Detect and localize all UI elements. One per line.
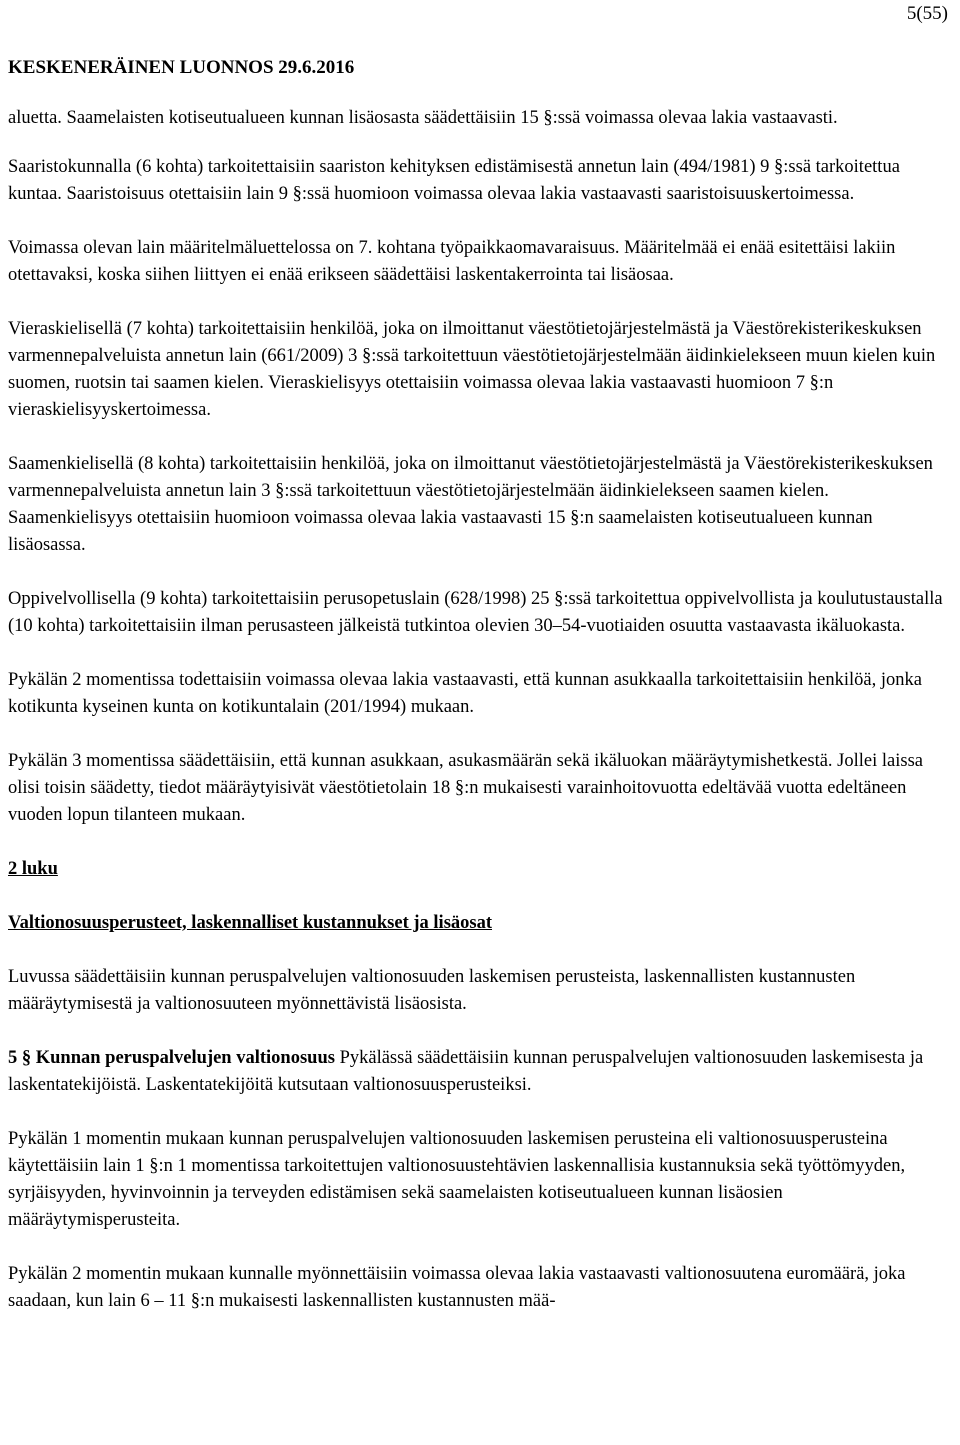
paragraph-moment-2: Pykälän 2 momentissa todettaisiin voimassa olevaa lakia vastaavasti, että kunnan asukkaalla tarkoitettaisiin henkilöä, jonka kotikunta kyseinen kunta on kotikuntalain (201/1994) mukaan.	[8, 670, 922, 717]
section-5-text: Pykälässä säädettäisiin kunnan peruspalvelujen valtionosuuden laskemisesta ja laskentatekijöistä. Laskentatekijöitä kutsutaan valtionosuusperusteiksi.	[8, 1048, 924, 1095]
draft-header: KESKENERÄINEN LUONNOS 29.6.2016	[8, 57, 355, 78]
chapter-title: Valtionosuusperusteet, laskennalliset kustannukset ja lisäosat	[8, 913, 493, 933]
page-number: 5(55)	[906, 3, 948, 24]
section-5-heading: 5 § Kunnan peruspalvelujen valtionosuus	[8, 1048, 335, 1068]
paragraph-oppivelvollinen: Oppivelvollisella (9 kohta) tarkoitettaisiin perusopetuslain (628/1998) 25 §:ssä tarkoitettua oppivelvollista ja koulutustaustalla (10 kohta) tarkoitettaisiin ilman perusasteen jälkeistä tutkintoa olevien 30–54-vuotiaiden osuutta vastaavasta ikäluokasta.	[8, 589, 943, 636]
chapter-intro: Luvussa säädettäisiin kunnan peruspalvelujen valtionosuuden laskemisen perusteista, laskennallisten kustannusten määräytymisestä ja valtionosuuteen myönnettävistä lisäosista.	[8, 967, 856, 1014]
paragraph-section5-moment-1: Pykälän 1 momentin mukaan kunnan peruspalvelujen valtionosuuden laskemisen perusteina eli valtionosuusperusteina käytettäisiin lain 1 §:n 1 momentissa tarkoitettujen valtionosuustehtävien laskennallisia kustannuksia sekä työttömyyden, syrjäisyyden, hyvinvoinnin ja terveyden edistämisen sekä saamelaisten kotiseutualueen kunnan lisäosien määräytymisperusteita.	[8, 1129, 906, 1230]
paragraph-moment-3: Pykälän 3 momentissa säädettäisiin, että kunnan asukkaan, asukasmäärän sekä ikäluokan määräytymishetkestä. Jollei laissa olisi toisin säädetty, tiedot määräytyisivät väestötietolain 18 §:n mukaisesti varainhoitovuotta edeltävää vuotta edeltäneen vuoden lopun tilanteen mukaan.	[8, 751, 923, 825]
paragraph-saamenkielinen: Saamenkielisellä (8 kohta) tarkoitettaisiin henkilöä, joka on ilmoittanut väestötietojärjestelmästä ja Väestörekisterikeskuksen varmennepalveluista annetun lain 3 §:ssä tarkoitettuun väestötietojärjestelmään äidinkielekseen saamen kielen. Saamenkielisyys otettaisiin huomioon voimassa olevaa lakia vastaavasti 15 §:n saamelaisten kotiseutualueen kunnan lisäosassa.	[8, 454, 933, 555]
chapter-number: 2 luku	[8, 859, 58, 879]
paragraph-tyopaikkaomavaraisuus: Voimassa olevan lain määritelmäluettelossa on 7. kohtana työpaikkaomavaraisuus. Määritelmää ei enää esitettäisi lakiin otettavaksi, koska siihen liittyen ei enää erikseen säädettäisi laskentakerrointa tai lisäosaa.	[8, 238, 896, 285]
section-5-paragraph	[8, 1045, 952, 1099]
paragraph-kotiseutualue: aluetta. Saamelaisten kotiseutualueen kunnan lisäosasta säädettäisiin 15 §:ssä voimassa olevaa lakia vastaavasti.	[8, 108, 838, 128]
paragraph-section5-moment-2: Pykälän 2 momentin mukaan kunnalle myönnettäisiin voimassa olevaa lakia vastaavasti valtionosuutena euromäärä, joka saadaan, kun lain 6 – 11 §:n mukaisesti laskennallisten kustannusten mää-	[8, 1264, 906, 1311]
paragraph-vieraskielinen: Vieraskielisellä (7 kohta) tarkoitettaisiin henkilöä, joka on ilmoittanut väestötietojärjestelmästä ja Väestörekisterikeskuksen varmennepalveluista annetun lain (661/2009) 3 §:ssä tarkoitettuun väestötietojärjestelmään äidinkielekseen muun kielen kuin suomen, ruotsin tai saamen kielen. Vieraskielisyys otettaisiin voimassa olevaa lakia vastaavasti huomioon 7 §:n vieraskielisyyskertoimessa.	[8, 319, 936, 420]
document-body	[8, 105, 952, 1342]
paragraph-saaristokunta: Saaristokunnalla (6 kohta) tarkoitettaisiin saariston kehityksen edistämisestä annetun lain (494/1981) 9 §:ssä tarkoitettua kuntaa. Saaristoisuus otettaisiin lain 9 §:ssä huomioon voimassa olevaa lakia vastaavasti saaristoisuuskertoimessa.	[8, 157, 900, 204]
